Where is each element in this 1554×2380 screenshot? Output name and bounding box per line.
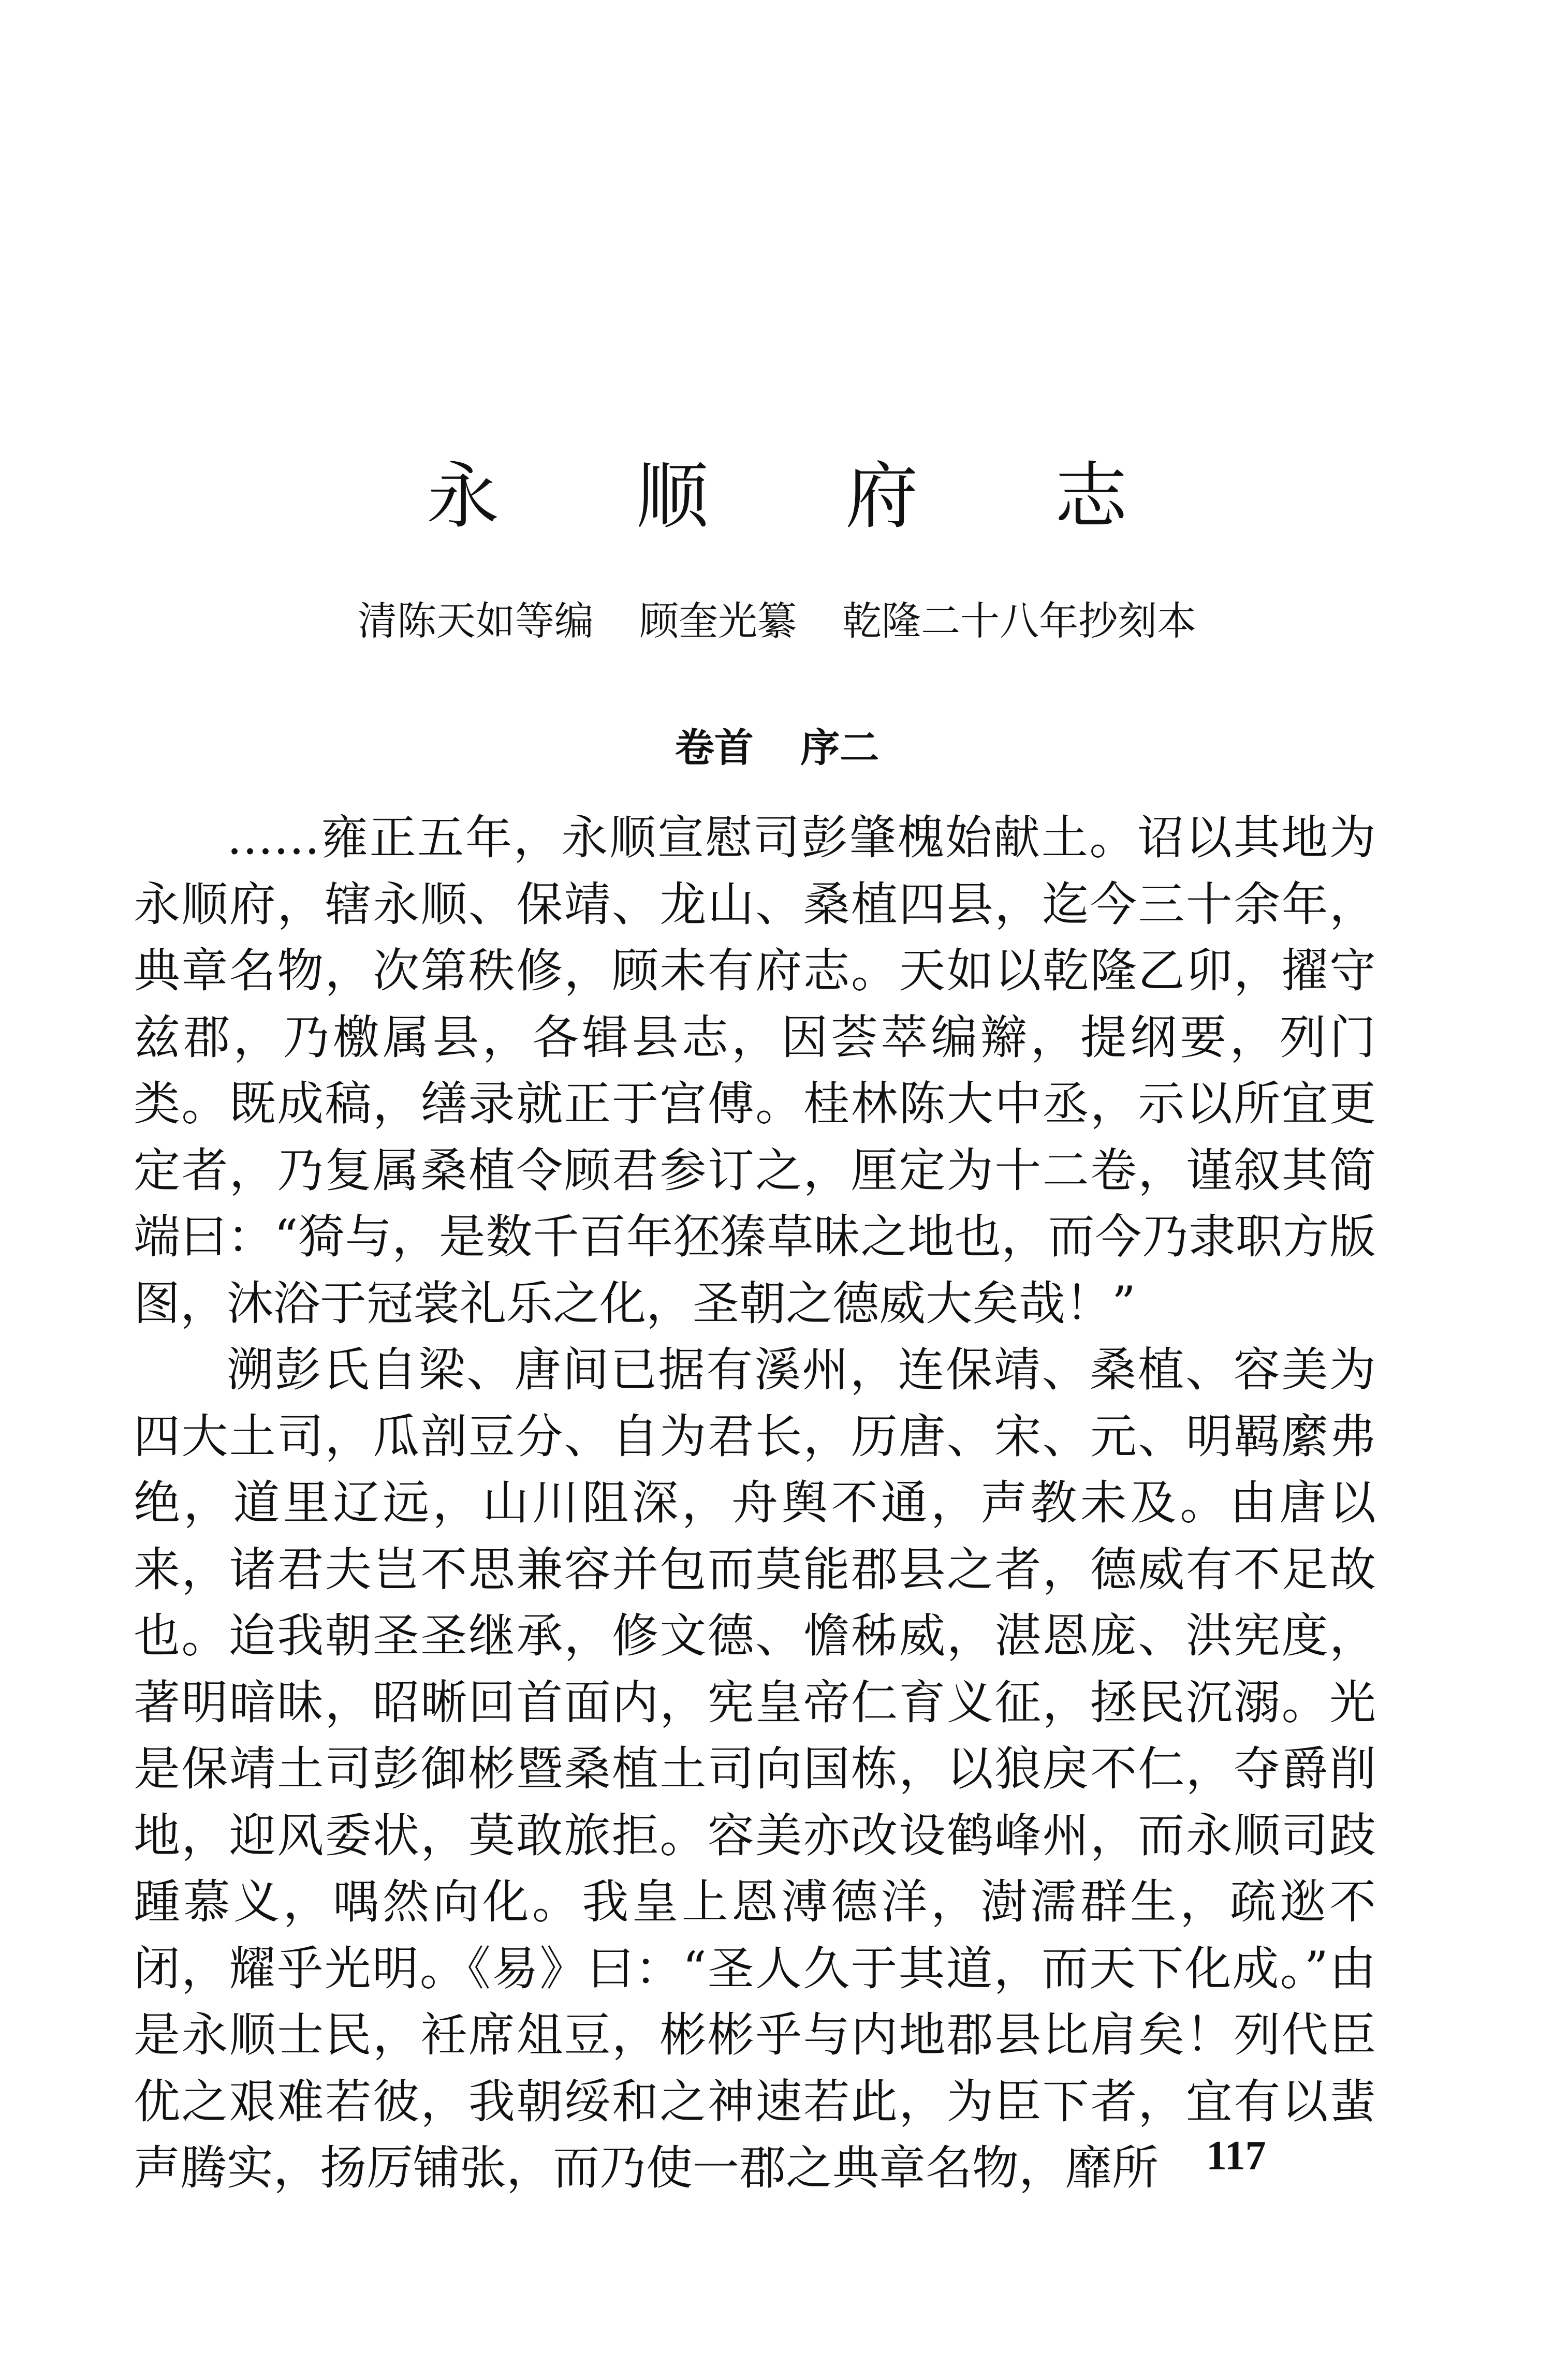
page-number: 117 (1206, 2133, 1266, 2179)
byline-edition: 乾隆二十八年抄刻本 (842, 598, 1197, 644)
section-preface: 序二 (800, 725, 879, 771)
byline (0, 595, 1554, 647)
paragraph: 溯彭氏自梁、唐间已据有溪州，连保靖、桑植、容美为四大土司，瓜剖豆分、自为君长，历唐、宋、元、明羁縻弗绝，道里辽远，山川阻深，舟舆不通，声教未及。由唐以来，诸君夫岂不思兼容并包而莫能郡县之者，德威有不足故也。迨我朝圣圣继承，修文德、憺秭威，湛恩庞、洪宪度，著明暗昧，昭晰回首面内，宪皇帝仁育义征，拯民沉溺。光是保靖土司彭御彬暨桑植土司向国栋，以狼戾不仁，夺爵削地，迎风委状，莫敢旅拒。容美亦改设鹤峰州，而永顺司跂踵慕义，喁然向化。我皇上恩溥德洋，澍濡群生，疏逖不闭，耀乎光明。《易》曰：“圣人久于其道，而天下化成。”由是永顺士民，衽席俎豆，彬彬乎与内地郡县比肩矣！列代臣优之艰难若彼，我朝绥和之神速若此，为臣下者，宜有以蜚声腾实，扬厉铺张，而乃使一郡之典章名物，靡所 (134, 1343, 1376, 2195)
section-heading (0, 722, 1554, 774)
page-title: 永 顺 府 志 (427, 454, 1184, 539)
byline-compilers: 清陈天如等编 (357, 598, 594, 644)
body-text (134, 805, 1376, 2202)
paragraph: ……雍正五年，永顺宣慰司彭肇槐始献土。诏以其地为永顺府，辖永顺、保靖、龙山、桑植四县，迄今三十余年，典章名物，次第秩修，顾未有府志。天如以乾隆乙卯，擢守兹郡，乃檄属县，各辑县志，因荟萃编辮，提纲要，列门类。既成稿，缮录就正于宫傅。桂林陈大中丞，示以所宜更定者，乃复属桑植令顾君参订之，厘定为十二卷，谨叙其简端曰：“猗与，是数千百年狉獉草昧之地也，而今乃隶职方版图，沐浴于冠裳礼乐之化，圣朝之德威大矣哉！” (134, 811, 1376, 1331)
byline-revision: 顾奎光纂 (639, 598, 797, 644)
section-volume: 卷首 (675, 725, 754, 771)
